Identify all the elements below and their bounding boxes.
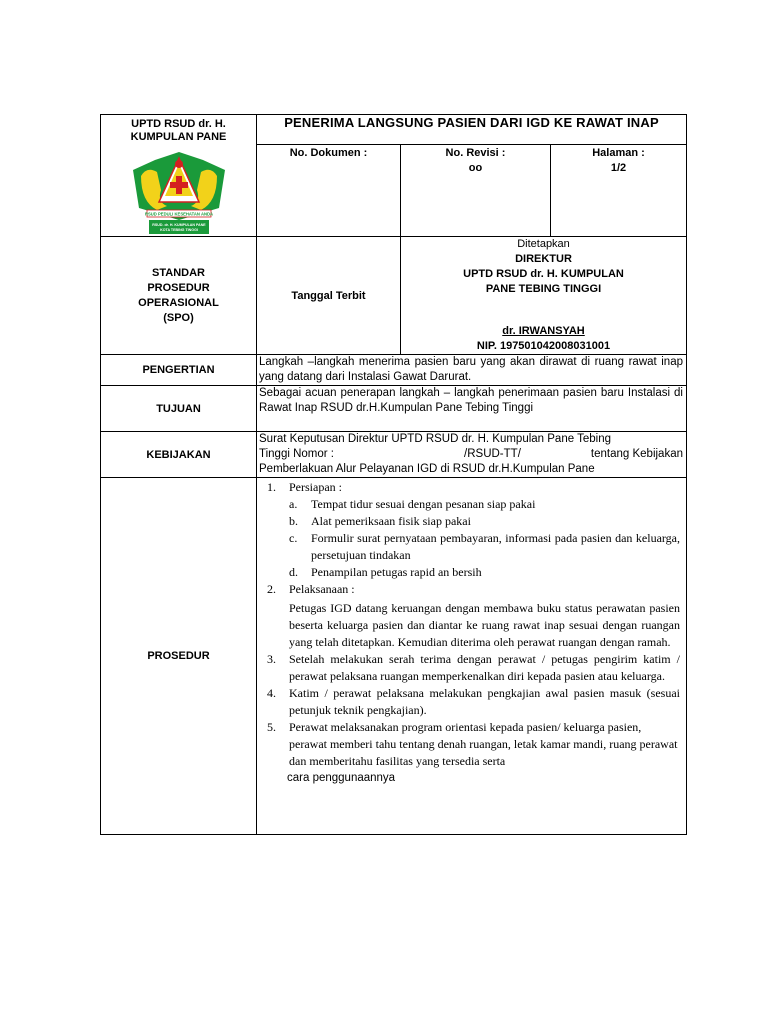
logo-banner-text: RSUD PEDULI KESEHATAN ANDA: [144, 211, 213, 217]
ditetapkan-label: Ditetapkan: [517, 238, 570, 250]
direktur-label: DIREKTUR: [515, 253, 572, 265]
kebijakan-nomor-label: Tinggi Nomor :: [259, 448, 334, 460]
kebijakan-tentang: tentang Kebijakan: [590, 448, 683, 460]
halaman-value: 1/2: [610, 162, 627, 175]
instansi-line2: PANE TEBING TINGGI: [485, 283, 602, 295]
kebijakan-line2: [259, 447, 683, 462]
signer-nip: NIP. 197501042008031001: [476, 340, 611, 352]
no-revisi-label: No. Revisi :: [445, 147, 506, 160]
kebijakan-text: [257, 432, 687, 478]
logo-caption-line2: KOTA TEBING TINGGI: [159, 228, 198, 232]
kebijakan-label: KEBIJAKAN: [101, 432, 257, 478]
halaman-cell: [551, 145, 687, 237]
tujuan-text: Sebagai acuan penerapan langkah – langkah penerimaan pasien baru Instalasi di Rawat Inap RSUD dr.H.Kumpulan Pane Tebing Tinggi: [257, 386, 687, 432]
halaman-label: Halaman :: [592, 147, 645, 160]
no-dokumen-label: No. Dokumen :: [289, 147, 368, 160]
no-dokumen-cell: [257, 145, 401, 237]
prosedur-subitem: b. Alat pemeriksaan fisik siap pakai: [289, 514, 471, 528]
prosedur-step: 4. Katim / perawat pelaksana melakukan pengkajian awal pasien masuk (sesuai petunjuk teknik pengkajian).: [267, 686, 680, 717]
instansi-line1: UPTD RSUD dr. H. KUMPULAN: [463, 268, 624, 280]
prosedur-step: 5. Perawat melaksanakan program orientasi kepada pasien/ keluarga pasien, perawat memberi tahu tentang denah ruangan, letak kamar mandi, ruang perawat dan memberitahu fasilitas yang tersedia serta: [267, 720, 678, 768]
kebijakan-nomor-code: /RSUD-TT/: [464, 448, 521, 460]
spo-label-line: OPERASIONAL: [138, 296, 219, 309]
hospital-name: UPTD RSUD dr. H. KUMPULAN PANE: [130, 118, 227, 143]
spo-document-table: [100, 114, 687, 835]
pengertian-label: PENGERTIAN: [101, 355, 257, 386]
spo-label-cell: [101, 237, 257, 355]
prosedur-subitem: d. Penampilan petugas rapid an bersih: [289, 565, 482, 579]
spo-label-line: PROSEDUR: [147, 281, 210, 294]
spo-label-line: (SPO): [163, 311, 194, 324]
hospital-header-cell: [101, 115, 257, 237]
step-title: Pelaksanaan :: [289, 582, 355, 596]
kebijakan-line1: Surat Keputusan Direktur UPTD RSUD dr. H. Kumpulan Pane Tebing: [259, 433, 611, 445]
tujuan-label: TUJUAN: [101, 386, 257, 432]
tanggal-terbit: Tanggal Terbit: [257, 237, 401, 355]
prosedur-paragraph: Petugas IGD datang keruangan dengan membawa buku status perawatan pasien beserta keluarga pasien dan diantar ke ruang rawat inap sesuai dengan ruangan yang telah ditetapkan. Kemudian diterima oleh perawat ruangan dengan ramah.: [289, 601, 680, 649]
prosedur-content: [257, 478, 687, 835]
hospital-logo-icon: [127, 150, 231, 236]
prosedur-subitem: a. Tempat tidur sesuai dengan pesanan siap pakai: [289, 497, 536, 511]
prosedur-step: 1. Persiapan :: [263, 479, 680, 496]
prosedur-subitem: c. Formulir surat pernyataan pembayaran, informasi pada pasien dan keluarga, persetujuan tindakan: [289, 531, 680, 562]
prosedur-tail: cara penggunaannya: [287, 772, 396, 784]
hospital-logo: [101, 150, 256, 236]
signer-name: dr. IRWANSYAH: [502, 325, 585, 337]
spo-label-line: STANDAR: [152, 266, 205, 279]
pengertian-text: Langkah –langkah menerima pasien baru yang akan dirawat di ruang rawat inap yang datang dari Instalasi Gawat Darurat.: [257, 355, 687, 386]
kebijakan-line3: Pemberlakuan Alur Pelayanan IGD di RSUD dr.H.Kumpulan Pane: [259, 463, 595, 475]
signature-cell: [401, 237, 687, 355]
document-title: PENERIMA LANGSUNG PASIEN DARI IGD KE RAWAT INAP: [257, 115, 687, 145]
no-revisi-value: oo: [468, 162, 483, 175]
no-revisi-cell: [401, 145, 551, 237]
prosedur-step: 3. Setelah melakukan serah terima dengan perawat / petugas pengirim katim / perawat pelaksana ruangan memperkenalkan diri kepada pasien atau keluarga.: [267, 652, 680, 683]
logo-caption-line1: RSUD. dr. H. KUMPULAN PANE: [151, 223, 206, 227]
step-title: Persiapan :: [289, 480, 342, 494]
prosedur-label: PROSEDUR: [101, 478, 257, 835]
prosedur-step: 2. Pelaksanaan :: [263, 581, 680, 598]
